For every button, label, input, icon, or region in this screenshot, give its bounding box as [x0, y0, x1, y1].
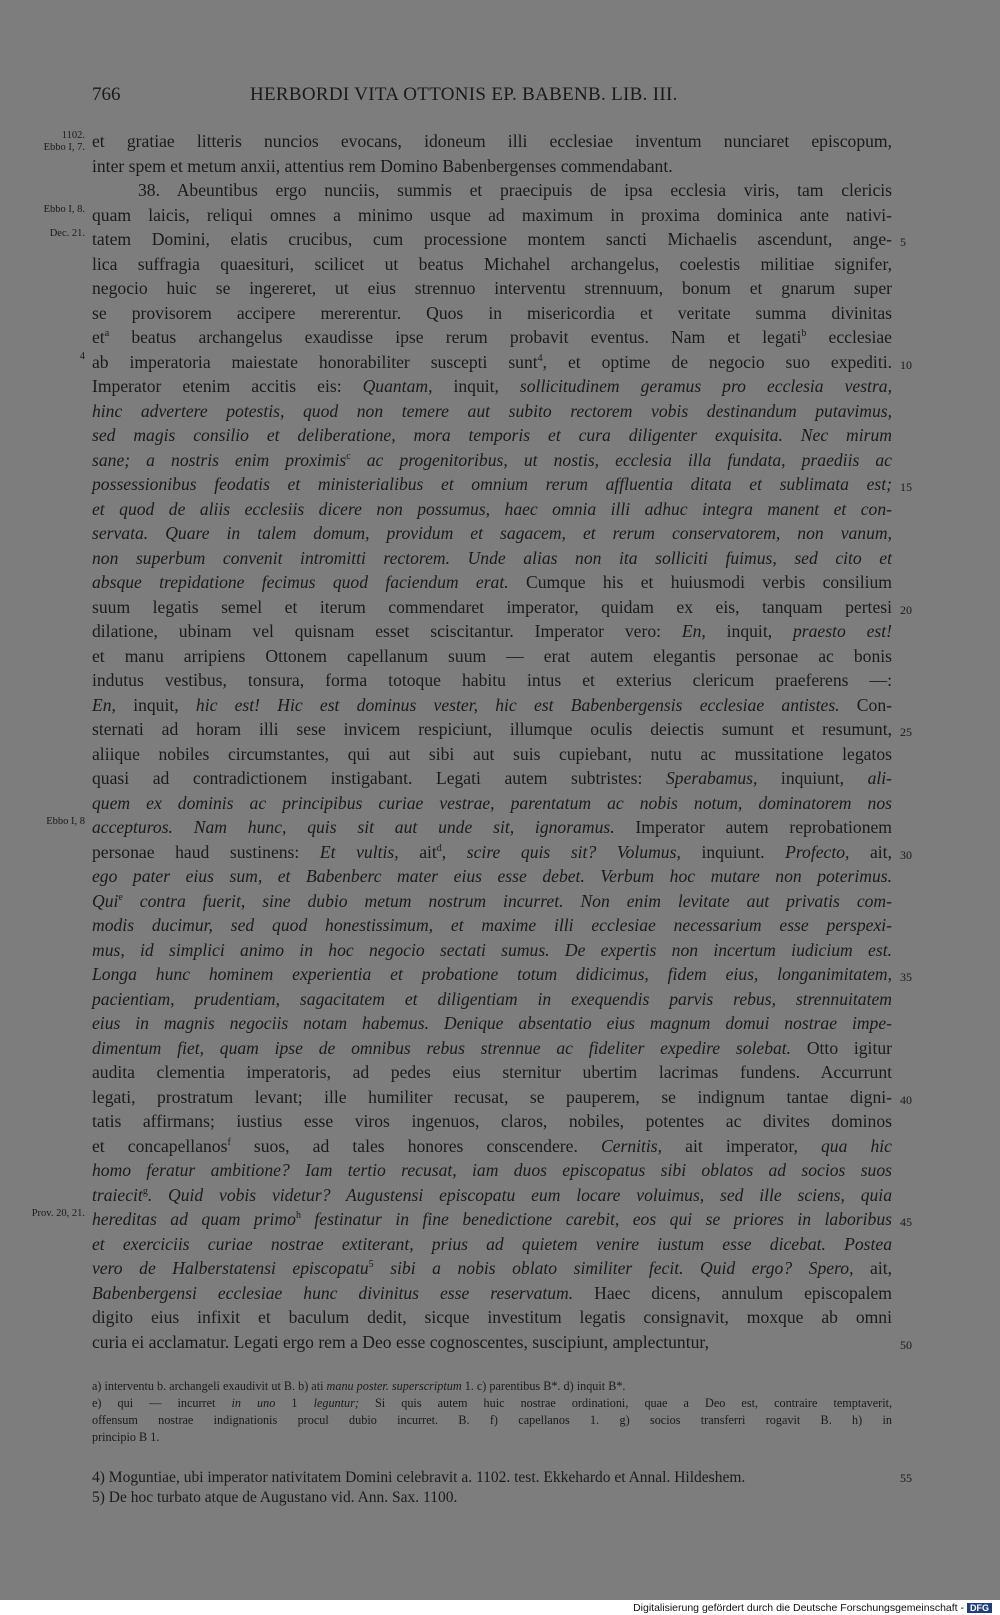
italic-text: Longa hunc hominem experientia et probatione totum didicimus, fidem eius, longanimitatem, — [92, 964, 892, 984]
italic-text: . Quid vobis videtur? Augustensi episcopatu eum locare voluimus, sed ille sciens, quia — [147, 1184, 892, 1205]
margin-reference: Ebbo I, 8. — [43, 203, 85, 215]
text-run: personae haud sustinens: — [92, 841, 320, 862]
italic-text: ego pater eius sum, et Babenberc mater eius esse debet. Verbum hoc mutare non poterimus. — [92, 866, 892, 886]
text-run: e) qui — incurret — [92, 1396, 232, 1410]
text-run: curia ei acclamatur. Legati ergo rem a Deo esse cognoscentes, suscipiunt, amplectuntur, — [92, 1331, 709, 1352]
italic-text: dimentum fiet, quam ipse de omnibus rebus strennue ac fideliter expedire solebat. — [92, 1037, 792, 1058]
text-run: et gratiae litteris nuncios evocans, idoneum illi ecclesiae inventum nunciaret episcopum, — [92, 131, 892, 151]
text-run: audita clementia imperatoris, ad pedes eius sternitur ubertim lacrimas fundens. Accurrunt — [92, 1062, 892, 1082]
line-number: 40 — [900, 1092, 912, 1107]
text-run: aliique nobiles circumstantes, qui aut sibi aut suis cupiebant, nutu ac mussitatione legatos — [92, 743, 892, 764]
note-line — [92, 1378, 892, 1395]
text-run: et concapellanos — [92, 1135, 228, 1156]
text-line — [92, 1281, 892, 1306]
text-line — [92, 1011, 892, 1036]
text-line — [92, 178, 892, 203]
dfg-logo: DFG — [967, 1603, 992, 1613]
italic-text: qua hic — [821, 1135, 892, 1156]
italic-text: Sperabamus, — [665, 768, 758, 788]
text-line — [92, 154, 892, 179]
text-line — [92, 913, 892, 938]
text-run: ait imperator, — [662, 1135, 821, 1156]
italic-text: ac progenitoribus, ut nostis, ecclesia illa fundata, praediis ac — [350, 449, 892, 470]
text-run: beatus archangelus exaudisse ipse rerum probavit eventus. Nam et legati — [109, 327, 802, 347]
text-line — [43, 129, 892, 154]
italic-text: quem ex dominis ac principibus curiae vestrae, parentatum ac nobis notum, dominatorem nos — [92, 792, 892, 813]
text-run: inquit, — [115, 694, 196, 715]
italic-text: sane; a nostris enim proximis — [92, 449, 347, 470]
margin-reference: Ebbo I, 8 — [46, 816, 85, 827]
text-run: sternati ad horam illi sese invicem respiciunt, illumque oculis deiectis sumunt et resumunt, — [92, 719, 892, 739]
text-line — [92, 1036, 892, 1061]
text-run: suum legatis semel et iterum commendaret imperator, quidam ex eis, tanquam pertesi — [92, 596, 892, 617]
text-run: ait, — [853, 1258, 893, 1278]
text-line — [92, 1158, 892, 1183]
italic-text: sibi a nobis oblato similiter fecit. Quid ergo? Spero, — [373, 1258, 854, 1278]
text-run: 4) Moguntiae, ubi imperator nativitatem Domini celebravit a. 1102. test. Ekkehardo et Annal. Hildeshem. — [92, 1469, 746, 1486]
text-line — [79, 350, 912, 375]
note-marker: d — [436, 842, 442, 854]
text-line — [92, 423, 892, 448]
line-number: 15 — [900, 480, 912, 494]
note-marker: c — [346, 450, 351, 462]
text-run: digito eius infixit et baculum dedit, sicque investitum legatis consignavit, moxque ab omni — [92, 1307, 892, 1327]
main-text — [31, 129, 912, 1354]
text-line — [92, 1256, 892, 1281]
note-marker: h — [295, 1210, 301, 1222]
line-number: 5 — [900, 235, 906, 249]
text-run: Haec dicens, annulum episcopalem — [573, 1282, 892, 1303]
text-run: suos, ad tales honores conscendere. — [230, 1135, 601, 1156]
line-number: 35 — [900, 970, 912, 984]
line-number: 30 — [900, 847, 912, 862]
italic-text: hereditas ad quam primo — [92, 1209, 296, 1229]
text-run: principio B 1. — [92, 1430, 160, 1444]
line-number: 45 — [900, 1215, 912, 1229]
text-run: Imperator autem reprobationem — [614, 817, 892, 837]
text-line — [43, 203, 892, 228]
text-run: Otto igitur — [791, 1037, 892, 1058]
text-run: tatem Domini, elatis crucibus, cum processione montem sancti Michaelis ascendunt, ange- — [92, 229, 892, 249]
note-marker: b — [801, 328, 807, 340]
text-line — [92, 791, 892, 816]
margin-reference: 4 — [79, 350, 85, 362]
italic-text: hinc advertere potestis, quod non temere aut subito rectorem vobis destinandum putavimus, — [92, 400, 892, 421]
italic-text: absque trepidatione fecimus quod faciendum erat. — [92, 572, 509, 592]
italic-text: Qui — [92, 890, 119, 911]
note-line — [92, 1429, 892, 1446]
italic-text: En, — [92, 694, 116, 715]
text-run: 1 — [275, 1396, 314, 1410]
text-run: , et optime de negocio suo expediti. — [542, 351, 892, 372]
margin-reference: Ebbo I, 7. — [43, 142, 85, 153]
text-line — [92, 1232, 892, 1257]
note-line — [92, 1488, 892, 1508]
text-line — [92, 766, 892, 791]
text-line — [92, 1085, 912, 1110]
critical-apparatus — [92, 1378, 892, 1446]
margin-reference: Prov. 20, 21. — [31, 1208, 85, 1219]
text-run: ait, — [849, 841, 892, 862]
text-line — [49, 227, 906, 252]
note-marker: g — [142, 1185, 148, 1197]
text-run: indutus vestibus, tonsura, forma totoque habitu intus et exterius clericum praeferens —: — [92, 670, 892, 690]
text-line — [92, 938, 892, 963]
text-run: inquit, — [432, 376, 520, 396]
text-line — [92, 693, 892, 718]
text-line — [92, 987, 892, 1012]
text-run: negocio huic se ingereret, ut eius strennuo interventu strennuum, bonum et gnarum super — [92, 278, 892, 298]
footnotes — [92, 1468, 912, 1508]
italic-text: possessionibus feodatis et ministerialibus et omnium rerum affluentia ditata et sublimata est; — [92, 474, 892, 494]
footer-text: Digitalisierung gefördert durch die Deutsche Forschungsgemeinschaft - — [633, 1602, 964, 1614]
text-run: lica suffragia quaesituri, scilicet ut beatus Michahel archangelus, coelestis militiae signifer, — [92, 253, 892, 274]
italic-text: contra fuerit, sine dubio metum nostrum incurret. Non enim levitate aut privatis com- — [122, 890, 892, 911]
italic-text: eius in magnis negociis notam habemus. Denique absentatio eius magnum domui nostrae impe- — [92, 1013, 892, 1033]
line-number: 10 — [900, 357, 912, 372]
italic-text: manu poster. superscriptum — [326, 1379, 462, 1393]
note-marker: 5 — [368, 1259, 374, 1271]
text-line — [31, 1207, 912, 1232]
italic-text: scire quis sit? Volumus, — [466, 841, 681, 862]
text-line — [92, 1109, 892, 1134]
text-line — [92, 497, 892, 522]
note-line — [92, 1468, 912, 1488]
text-run: inquiunt, — [757, 768, 868, 788]
text-line — [92, 619, 892, 644]
text-line — [92, 399, 892, 424]
text-run: Cumque his et huiusmodi verbis consilium — [508, 572, 892, 592]
text-run: dilatione, ubinam vel quisnam esset sciscitantur. Imperator vero: — [92, 621, 682, 641]
note-marker: a — [104, 328, 110, 340]
italic-text: traiecit — [92, 1184, 143, 1205]
note-line — [92, 1395, 892, 1412]
text-line — [92, 1330, 912, 1355]
text-line — [92, 521, 892, 546]
italic-text: in uno — [231, 1396, 276, 1410]
text-line — [46, 815, 892, 840]
text-line — [92, 301, 892, 326]
text-run: 5) De hoc turbato atque de Augustano vid. Ann. Sax. 1100. — [92, 1489, 458, 1506]
italic-text: sed magis consilio et deliberatione, mora temporis et cura diligenter exquisita. Nec mirum — [92, 425, 892, 445]
text-run: ait — [398, 841, 437, 862]
text-run: et — [92, 327, 105, 347]
text-line — [92, 276, 892, 301]
text-run: quam laicis, reliqui omnes a minimo usque ad maximum in proxima dominica ante nativi- — [92, 204, 892, 225]
text-line — [92, 889, 892, 914]
italic-text: mus, id simplici animo in hoc negocio sectati sumus. De expertis non incertum iudicium est. — [92, 939, 892, 960]
text-run: 38. Abeuntibus ergo nunciis, summis et praecipuis de ipsa ecclesia viris, tam clericis — [138, 180, 892, 200]
italic-text: accepturos. Nam hunc, quis sit aut unde sit, ignoramus. — [92, 817, 615, 837]
text-run: tatis affirmans; iustius esse viros ingenuos, claros, nobiles, potentes ac divites dominos — [92, 1111, 892, 1131]
text-line — [92, 1183, 892, 1208]
text-run: ecclesiae — [806, 327, 892, 347]
page-number: 766 — [92, 84, 121, 105]
text-run: inter spem et metum anxii, attentius rem Domino Babenbergenses commendabant. — [92, 155, 673, 176]
footer-credit — [633, 1602, 992, 1614]
text-line — [92, 570, 892, 595]
text-line — [92, 374, 892, 399]
italic-text: hic est! Hic est dominus vester, hic est Babenbergensis ecclesiae antistes. — [195, 694, 840, 715]
text-line — [92, 962, 912, 987]
text-line — [92, 325, 892, 350]
text-run: offensum nostrae indignationis procul dubio incurret. B. f) capellanos 1. g) socios transferri rogavit B. h) in — [92, 1413, 892, 1427]
text-run: Si quis autem huic nostrae ordinationi, quae a Deo est, contraire temptaverit, — [358, 1396, 893, 1410]
text-line — [92, 1305, 892, 1330]
text-run: inquit, — [705, 621, 793, 641]
margin-reference: 1102. — [61, 130, 85, 141]
text-line — [92, 668, 892, 693]
text-run: , — [441, 841, 467, 862]
italic-text: homo feratur ambitione? Iam tertio recusat, iam duos episcopatus sibi oblatos ad socios suos — [92, 1160, 892, 1180]
italic-text: praesto est! — [792, 621, 892, 641]
italic-text: Profecto, — [785, 841, 850, 862]
text-run: 1. c) parentibus B*. d) inquit B*. — [461, 1379, 626, 1393]
text-run: quasi ad contradictionem instigabant. Legati autem subtristes: — [92, 768, 666, 788]
line-number: 25 — [900, 725, 912, 739]
note-line — [92, 1412, 892, 1429]
italic-text: non superbum convenit intromitti rectorem. Unde alias non ita solliciti fuimus, sed cito et — [92, 547, 892, 568]
italic-text: Babenbergensi ecclesiae hunc divinitus esse reservatum. — [92, 1282, 574, 1303]
italic-text: modis ducimur, sed quod honestissimum, et maxime illi ecclesiae necessarium esse perspexi- — [92, 915, 892, 935]
text-line — [92, 864, 892, 889]
italic-text: et quod de aliis ecclesiis dicere non possumus, haec omnia illi adhuc integra manent et con- — [92, 498, 892, 519]
page-header — [0, 84, 1000, 114]
italic-text: festinatur in fine benedictione carebit, eos qui se priores in laboribus — [300, 1209, 892, 1229]
text-run: a) interventu b. archangeli exaudivit ut B. b) ati — [92, 1379, 327, 1393]
text-line — [92, 742, 892, 767]
italic-text: Et vultis, — [319, 841, 399, 862]
italic-text: En, — [681, 621, 706, 641]
italic-text: Cernitis, — [600, 1135, 663, 1156]
text-line — [92, 252, 892, 277]
italic-text: sollicitudinem geramus pro ecclesia vestra, — [519, 376, 892, 396]
text-run: legati, prostratum levant; ille humiliter recusat, se pauperem, se indignum tantae digni- — [92, 1086, 892, 1107]
line-number: 20 — [900, 602, 912, 617]
italic-text: pacientiam, prudentiam, sagacitatem et diligentiam in exequendis parvis rebus, strennuitatem — [92, 988, 892, 1009]
text-run: Imperator etenim accitis eis: — [92, 376, 363, 396]
text-line — [92, 644, 892, 669]
line-number: 55 — [900, 1471, 912, 1485]
text-run: inquiunt. — [680, 841, 786, 862]
text-run: Con- — [839, 694, 892, 715]
text-line — [92, 472, 912, 497]
text-run: et manu arripiens Ottonem capellanum suum — erat autem elegantis personae ac bonis — [92, 645, 892, 666]
italic-text: ali- — [867, 768, 892, 788]
text-line — [92, 717, 912, 742]
text-run: se provisorem accipere mererentur. Quos in misericordia et veritate summa divinitas — [92, 302, 892, 323]
line-number: 50 — [900, 1337, 912, 1352]
italic-text: et exerciciis curiae nostrae extiterant, prius ad quietem venire iustum esse dicebat. Postea — [92, 1233, 892, 1254]
italic-text: vero de Halberstatensi episcopatu — [92, 1258, 369, 1278]
italic-text: Quantam, — [362, 376, 433, 396]
note-marker: f — [227, 1136, 231, 1148]
text-line — [92, 546, 892, 571]
text-line — [92, 1060, 892, 1085]
text-line — [92, 840, 912, 865]
italic-text: servata. Quare in talem domum, providum et sagacem, et rerum conservatorem, non vanum, — [92, 523, 892, 543]
text-line — [92, 595, 912, 620]
note-marker: e — [118, 891, 123, 903]
text-line — [92, 448, 892, 473]
italic-text: leguntur; — [313, 1396, 359, 1410]
running-head: HERBORDI VITA OTTONIS EP. BABENB. LIB. III. — [250, 84, 678, 105]
text-line — [92, 1134, 892, 1159]
text-run: ab imperatoria maiestate honorabiliter suscepti sunt — [92, 351, 538, 372]
margin-reference: Dec. 21. — [49, 228, 85, 239]
note-marker: 4 — [537, 352, 543, 364]
